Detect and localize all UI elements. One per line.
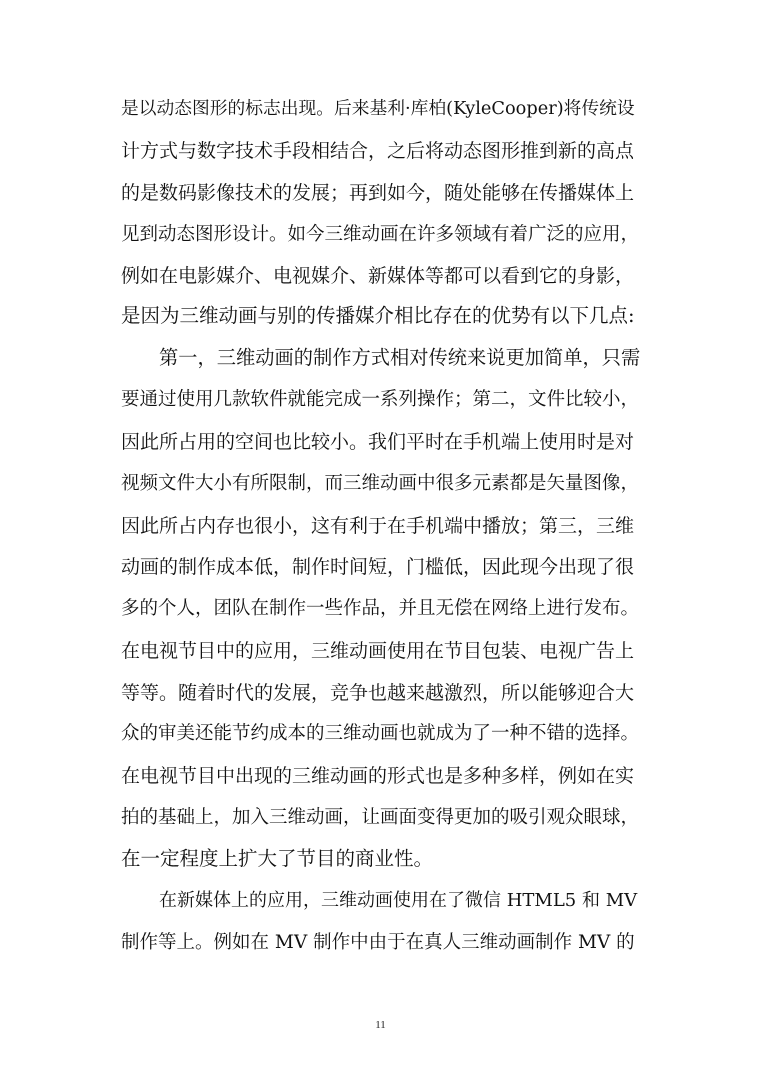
text-line: 在电视节目中出现的三维动画的形式也是多种多样，例如在实 bbox=[121, 765, 635, 787]
text-line: 动画的制作成本低，制作时间短，门槛低，因此现今出现了很 bbox=[121, 556, 635, 578]
text-line: 制作等上。例如在 MV 制作中由于在真人三维动画制作 MV 的 bbox=[121, 932, 635, 953]
text-line: 计方式与数字技术手段相结合，之后将动态图形推到新的高点 bbox=[121, 140, 635, 162]
text-line: 在新媒体上的应用，三维动画使用在了微信 HTML5 和 MV bbox=[159, 890, 638, 911]
text-line: 因此所占内存也很小，这有利于在手机端中播放；第三，三维 bbox=[121, 515, 635, 537]
text-line: 例如在电影媒介、电视媒介、新媒体等都可以看到它的身影， bbox=[121, 265, 635, 287]
text-line: 多的个人，团队在制作一些作品，并且无偿在网络上进行发布。 bbox=[121, 598, 640, 619]
text-line: 等等。随着时代的发展，竞争也越来越激烈，所以能够迎合大 bbox=[121, 682, 635, 704]
page-number: 11 bbox=[375, 1019, 386, 1031]
text-line: 的是数码影像技术的发展；再到如今，随处能够在传播媒体上 bbox=[121, 182, 635, 204]
text-line: 第一，三维动画的制作方式相对传统来说更加简单，只需 bbox=[159, 346, 641, 369]
text-line: 视频文件大小有所限制，而三维动画中很多元素都是矢量图像， bbox=[121, 473, 640, 494]
text-line: 拍的基础上，加入三维动画，让画面变得更加的吸引观众眼球， bbox=[121, 807, 640, 828]
text-line: 众的审美还能节约成本的三维动画也就成为了一种不错的选择。 bbox=[121, 723, 640, 744]
text-line: 在电视节目中的应用，三维动画使用在节目包装、电视广告上 bbox=[121, 640, 635, 662]
text-line: 是以动态图形的标志出现。后来基利·库柏(KyleCooper)将传统设 bbox=[121, 99, 635, 119]
text-line: 要通过使用几款软件就能完成一系列操作；第二，文件比较小， bbox=[121, 389, 640, 410]
text-line: 是因为三维动画与别的传播媒介相比存在的优势有以下几点: bbox=[121, 304, 635, 327]
text-line: 在一定程度上扩大了节目的商业性。 bbox=[121, 847, 434, 870]
text-line: 见到动态图形设计。如今三维动画在许多领域有着广泛的应用， bbox=[121, 224, 640, 245]
text-line: 因此所占用的空间也比较小。我们平时在手机端上使用时是对 bbox=[121, 431, 635, 453]
